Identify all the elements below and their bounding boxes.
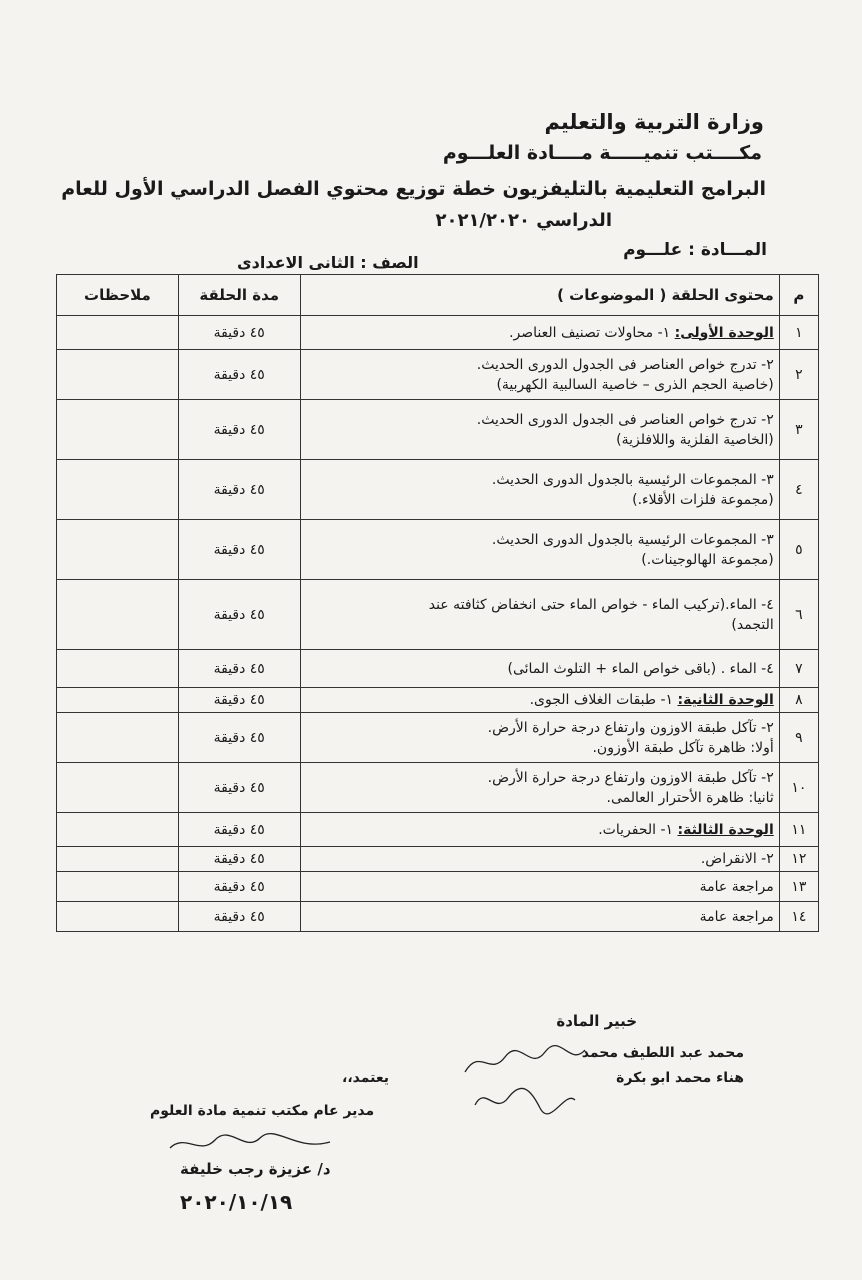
row-number: ١٤ xyxy=(779,902,818,932)
content-line xyxy=(306,615,774,635)
row-notes xyxy=(57,713,179,763)
office-name: مكــــتب تنميـــــة مــــادة العلـــوم xyxy=(442,142,762,164)
row-content xyxy=(300,847,779,872)
table-row xyxy=(57,847,819,872)
table-row xyxy=(57,688,819,713)
row-duration: ٤٥ دقيقة xyxy=(178,713,300,763)
table-row xyxy=(57,520,819,580)
unit-heading: الوحدة الثالثة: xyxy=(677,821,774,838)
row-content xyxy=(300,650,779,688)
row-content xyxy=(300,460,779,520)
content-text: ٤- الماء.(تركيب الماء - خواص الماء حتى انخفاض كثافته عند xyxy=(428,596,774,613)
subject-label: المـــادة : علـــوم xyxy=(623,240,767,260)
content-text: (خاصية الحجم الذرى – خاصية السالبية الكهربية) xyxy=(496,376,774,393)
grade-label: الصف : الثانى الاعدادى xyxy=(237,253,419,272)
content-text: ١- الحفريات. xyxy=(598,821,674,838)
content-text: مراجعة عامة xyxy=(699,908,774,925)
table-row xyxy=(57,580,819,650)
table-row xyxy=(57,763,819,813)
content-text: (الخاصية الفلزية واللافلزية) xyxy=(616,431,774,448)
table-body xyxy=(57,316,819,932)
content-line xyxy=(306,718,774,738)
distribution-table xyxy=(56,274,819,932)
content-text: (مجموعة فلزات الأقلاء.) xyxy=(632,491,774,508)
content-line xyxy=(306,430,774,450)
table-row xyxy=(57,350,819,400)
content-line xyxy=(306,788,774,808)
row-notes xyxy=(57,688,179,713)
col-header-duration: مدة الحلقة xyxy=(178,275,300,316)
academic-year: الدراسي ٢٠٢١/٢٠٢٠ xyxy=(435,210,612,231)
expert-title: خبير المادة xyxy=(556,1012,637,1030)
director-title: مدير عام مكتب تنمية مادة العلوم xyxy=(150,1103,375,1119)
row-number: ١٠ xyxy=(779,763,818,813)
row-content xyxy=(300,902,779,932)
row-duration: ٤٥ دقيقة xyxy=(178,650,300,688)
table-row xyxy=(57,813,819,847)
approval-label: يعتمد،، xyxy=(342,1070,389,1086)
row-content xyxy=(300,580,779,650)
row-duration: ٤٥ دقيقة xyxy=(178,763,300,813)
row-number: ٤ xyxy=(779,460,818,520)
expert-name-2: هناء محمد ابو بكرة xyxy=(616,1070,744,1086)
signature-date: ٢٠٢٠/١٠/١٩ xyxy=(180,1190,293,1214)
row-notes xyxy=(57,813,179,847)
row-duration: ٤٥ دقيقة xyxy=(178,847,300,872)
content-text: ١- محاولات تصنيف العناصر. xyxy=(509,324,671,341)
content-line xyxy=(306,410,774,430)
content-line xyxy=(306,768,774,788)
content-text: ٢- الانقراض. xyxy=(700,851,774,867)
row-duration: ٤٥ دقيقة xyxy=(178,580,300,650)
row-content xyxy=(300,688,779,713)
col-header-num: م xyxy=(779,275,818,316)
expert-name-1: محمد عبد اللطيف محمد xyxy=(581,1045,744,1061)
director-name: د/ عزيزة رجب خليفة xyxy=(180,1160,331,1178)
row-number: ١١ xyxy=(779,813,818,847)
content-text: ٢- تدرج خواص العناصر فى الجدول الدورى الحديث. xyxy=(476,356,774,373)
row-duration: ٤٥ دقيقة xyxy=(178,872,300,902)
content-line xyxy=(306,490,774,510)
row-number: ٦ xyxy=(779,580,818,650)
signature-1 xyxy=(460,1042,590,1082)
table-row xyxy=(57,713,819,763)
content-line xyxy=(306,690,774,710)
row-notes xyxy=(57,580,179,650)
row-number: ١ xyxy=(779,316,818,350)
content-text: ٣- المجموعات الرئيسية بالجدول الدورى الحديث. xyxy=(491,531,774,548)
content-line xyxy=(306,470,774,490)
table-row xyxy=(57,316,819,350)
content-text: أولا: ظاهرة تآكل طبقة الأوزون. xyxy=(592,739,774,756)
row-duration: ٤٥ دقيقة xyxy=(178,688,300,713)
content-text: مراجعة عامة xyxy=(699,878,774,895)
row-number: ٢ xyxy=(779,350,818,400)
content-line xyxy=(306,738,774,758)
table-header-row xyxy=(57,275,819,316)
table-row xyxy=(57,400,819,460)
row-duration: ٤٥ دقيقة xyxy=(178,400,300,460)
row-duration: ٤٥ دقيقة xyxy=(178,520,300,580)
row-content xyxy=(300,872,779,902)
row-number: ٧ xyxy=(779,650,818,688)
row-number: ٩ xyxy=(779,713,818,763)
content-line xyxy=(306,907,774,927)
content-line xyxy=(306,530,774,550)
signature-2 xyxy=(470,1080,580,1120)
row-content xyxy=(300,400,779,460)
row-duration: ٤٥ دقيقة xyxy=(178,902,300,932)
content-text: ٢- تآكل طبقة الاوزون وارتفاع درجة حرارة الأرض. xyxy=(487,719,774,736)
row-notes xyxy=(57,902,179,932)
unit-heading: الوحدة الثانية: xyxy=(677,692,774,708)
col-header-notes: ملاحظات xyxy=(57,275,179,316)
row-duration: ٤٥ دقيقة xyxy=(178,350,300,400)
table-row xyxy=(57,650,819,688)
content-line xyxy=(306,550,774,570)
unit-heading: الوحدة الأولى: xyxy=(674,324,774,341)
content-text: (مجموعة الهالوجينات.) xyxy=(641,551,774,568)
director-signature xyxy=(165,1128,335,1160)
row-notes xyxy=(57,316,179,350)
row-notes xyxy=(57,650,179,688)
plan-title: البرامج التعليمية بالتليفزيون خطة توزيع محتوي الفصل الدراسي الأول للعام xyxy=(61,178,766,200)
content-line xyxy=(306,355,774,375)
content-line xyxy=(306,595,774,615)
row-notes xyxy=(57,763,179,813)
row-content xyxy=(300,350,779,400)
content-text: ٢- تآكل طبقة الاوزون وارتفاع درجة حرارة الأرض. xyxy=(487,769,774,786)
row-notes xyxy=(57,460,179,520)
row-content xyxy=(300,520,779,580)
row-notes xyxy=(57,400,179,460)
content-line xyxy=(306,659,774,679)
row-number: ٣ xyxy=(779,400,818,460)
content-text: ٤- الماء . (باقى خواص الماء + التلوث المائى) xyxy=(507,660,774,677)
table-row xyxy=(57,902,819,932)
content-line xyxy=(306,877,774,897)
content-text: ١- طبقات الغلاف الجوى. xyxy=(529,692,674,708)
row-number: ٥ xyxy=(779,520,818,580)
content-line xyxy=(306,323,774,343)
row-number: ١٢ xyxy=(779,847,818,872)
col-header-content: محتوى الحلقة ( الموضوعات ) xyxy=(300,275,779,316)
row-duration: ٤٥ دقيقة xyxy=(178,813,300,847)
row-content xyxy=(300,713,779,763)
row-content xyxy=(300,813,779,847)
content-text: التجمد) xyxy=(731,616,774,633)
row-notes xyxy=(57,350,179,400)
row-notes xyxy=(57,847,179,872)
content-text: ٢- تدرج خواص العناصر فى الجدول الدورى الحديث. xyxy=(476,411,774,428)
row-duration: ٤٥ دقيقة xyxy=(178,316,300,350)
row-notes xyxy=(57,872,179,902)
row-content xyxy=(300,763,779,813)
content-line xyxy=(306,375,774,395)
content-text: ٣- المجموعات الرئيسية بالجدول الدورى الحديث. xyxy=(491,471,774,488)
row-number: ٨ xyxy=(779,688,818,713)
row-notes xyxy=(57,520,179,580)
row-number: ١٣ xyxy=(779,872,818,902)
table-row xyxy=(57,460,819,520)
row-duration: ٤٥ دقيقة xyxy=(178,460,300,520)
table-row xyxy=(57,872,819,902)
content-line xyxy=(306,820,774,840)
ministry-name: وزارة التربية والتعليم xyxy=(544,110,764,134)
row-content xyxy=(300,316,779,350)
content-line xyxy=(306,849,774,869)
content-text: ثانيا: ظاهرة الأحترار العالمى. xyxy=(606,789,774,806)
